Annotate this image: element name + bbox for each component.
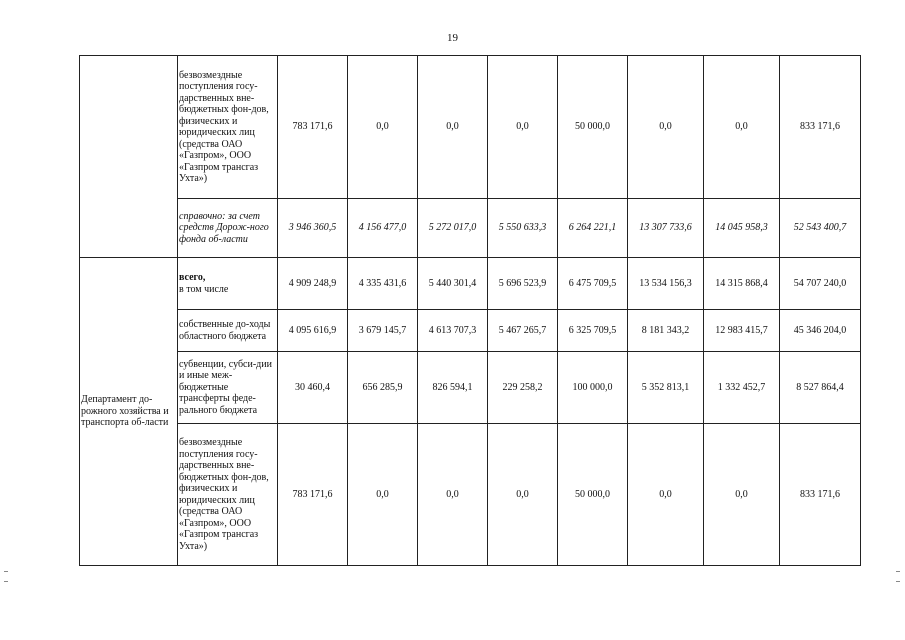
value-cell: 8 181 343,2	[628, 310, 704, 352]
funding-source-cell	[178, 352, 278, 424]
funding-source-label: справочно: за счет средств Дорож-ного фонда об-ласти	[179, 210, 269, 245]
value-cell: 14 315 868,4	[704, 258, 780, 310]
value-cell: 3 946 360,5	[278, 199, 348, 258]
value-cell: 6 325 709,5	[558, 310, 628, 352]
table-row-reference	[80, 199, 861, 258]
table-row	[80, 352, 861, 424]
value-cell: 783 171,6	[278, 424, 348, 566]
value-cell: 5 352 813,1	[628, 352, 704, 424]
funding-source-label: безвозмездные поступления госу-дарственных вне-бюджетных фон-дов, физических и юридических лиц (средства ОАО «Газпром», ООО «Газпром трансгаз Ухта»)	[179, 69, 269, 184]
value-cell: 6 475 709,5	[558, 258, 628, 310]
funding-source-label: собственные до-ходы областного бюджета	[179, 319, 271, 342]
funding-source-cell	[178, 56, 278, 199]
value-cell: 0,0	[418, 56, 488, 199]
value-cell: 0,0	[488, 56, 558, 199]
total-cell: 833 171,6	[780, 424, 861, 566]
value-cell: 0,0	[704, 56, 780, 199]
value-cell: 0,0	[418, 424, 488, 566]
value-cell: 4 095 616,9	[278, 310, 348, 352]
value-cell: 5 550 633,3	[488, 199, 558, 258]
right-edge-mark	[896, 581, 900, 582]
value-cell: 14 045 958,3	[704, 199, 780, 258]
value-cell: 1 332 452,7	[704, 352, 780, 424]
funding-source-cell	[178, 424, 278, 566]
value-cell: 50 000,0	[558, 424, 628, 566]
department-cell	[80, 56, 178, 258]
value-cell: 4 156 477,0	[348, 199, 418, 258]
value-cell: 4 909 248,9	[278, 258, 348, 310]
table-row	[80, 424, 861, 566]
table-row	[80, 310, 861, 352]
value-cell: 656 285,9	[348, 352, 418, 424]
value-cell: 0,0	[488, 424, 558, 566]
table-row-department-total	[80, 258, 861, 310]
value-cell: 12 983 415,7	[704, 310, 780, 352]
funding-source-label: субвенции, субси-дии и иные меж-бюджетные трансферты феде-рального бюджета	[179, 358, 272, 416]
total-cell: 54 707 240,0	[780, 258, 861, 310]
total-cell: 833 171,6	[780, 56, 861, 199]
table-row	[80, 56, 861, 199]
total-cell: 45 346 204,0	[780, 310, 861, 352]
value-cell: 13 307 733,6	[628, 199, 704, 258]
funding-source-total-label: всего,	[179, 272, 206, 283]
value-cell: 0,0	[628, 424, 704, 566]
value-cell: 4 613 707,3	[418, 310, 488, 352]
value-cell: 13 534 156,3	[628, 258, 704, 310]
left-edge-mark	[4, 571, 8, 572]
value-cell: 0,0	[704, 424, 780, 566]
funding-source-cell	[178, 199, 278, 258]
value-cell: 5 467 265,7	[488, 310, 558, 352]
value-cell: 0,0	[348, 424, 418, 566]
funding-source-cell	[178, 258, 278, 310]
funding-source-cell	[178, 310, 278, 352]
value-cell: 6 264 221,1	[558, 199, 628, 258]
value-cell: 50 000,0	[558, 56, 628, 199]
value-cell: 4 335 431,6	[348, 258, 418, 310]
value-cell: 100 000,0	[558, 352, 628, 424]
department-cell: Департамент до-рожного хозяйства и транспорта об-ласти	[80, 258, 178, 566]
total-cell: 8 527 864,4	[780, 352, 861, 424]
value-cell: 826 594,1	[418, 352, 488, 424]
budget-table	[79, 55, 861, 566]
value-cell: 5 440 301,4	[418, 258, 488, 310]
value-cell: 30 460,4	[278, 352, 348, 424]
value-cell: 0,0	[628, 56, 704, 199]
value-cell: 3 679 145,7	[348, 310, 418, 352]
right-edge-mark	[896, 571, 900, 572]
funding-source-label: в том числе	[179, 283, 229, 295]
funding-source-label: безвозмездные поступления госу-дарственных вне-бюджетных фон-дов, физических и юридических лиц (средства ОАО «Газпром», ООО «Газпром трансгаз Ухта»)	[179, 437, 269, 552]
page-number: 19	[447, 32, 458, 44]
value-cell: 783 171,6	[278, 56, 348, 199]
value-cell: 5 272 017,0	[418, 199, 488, 258]
value-cell: 0,0	[348, 56, 418, 199]
value-cell: 229 258,2	[488, 352, 558, 424]
value-cell: 5 696 523,9	[488, 258, 558, 310]
total-cell: 52 543 400,7	[780, 199, 861, 258]
left-edge-mark	[4, 581, 8, 582]
